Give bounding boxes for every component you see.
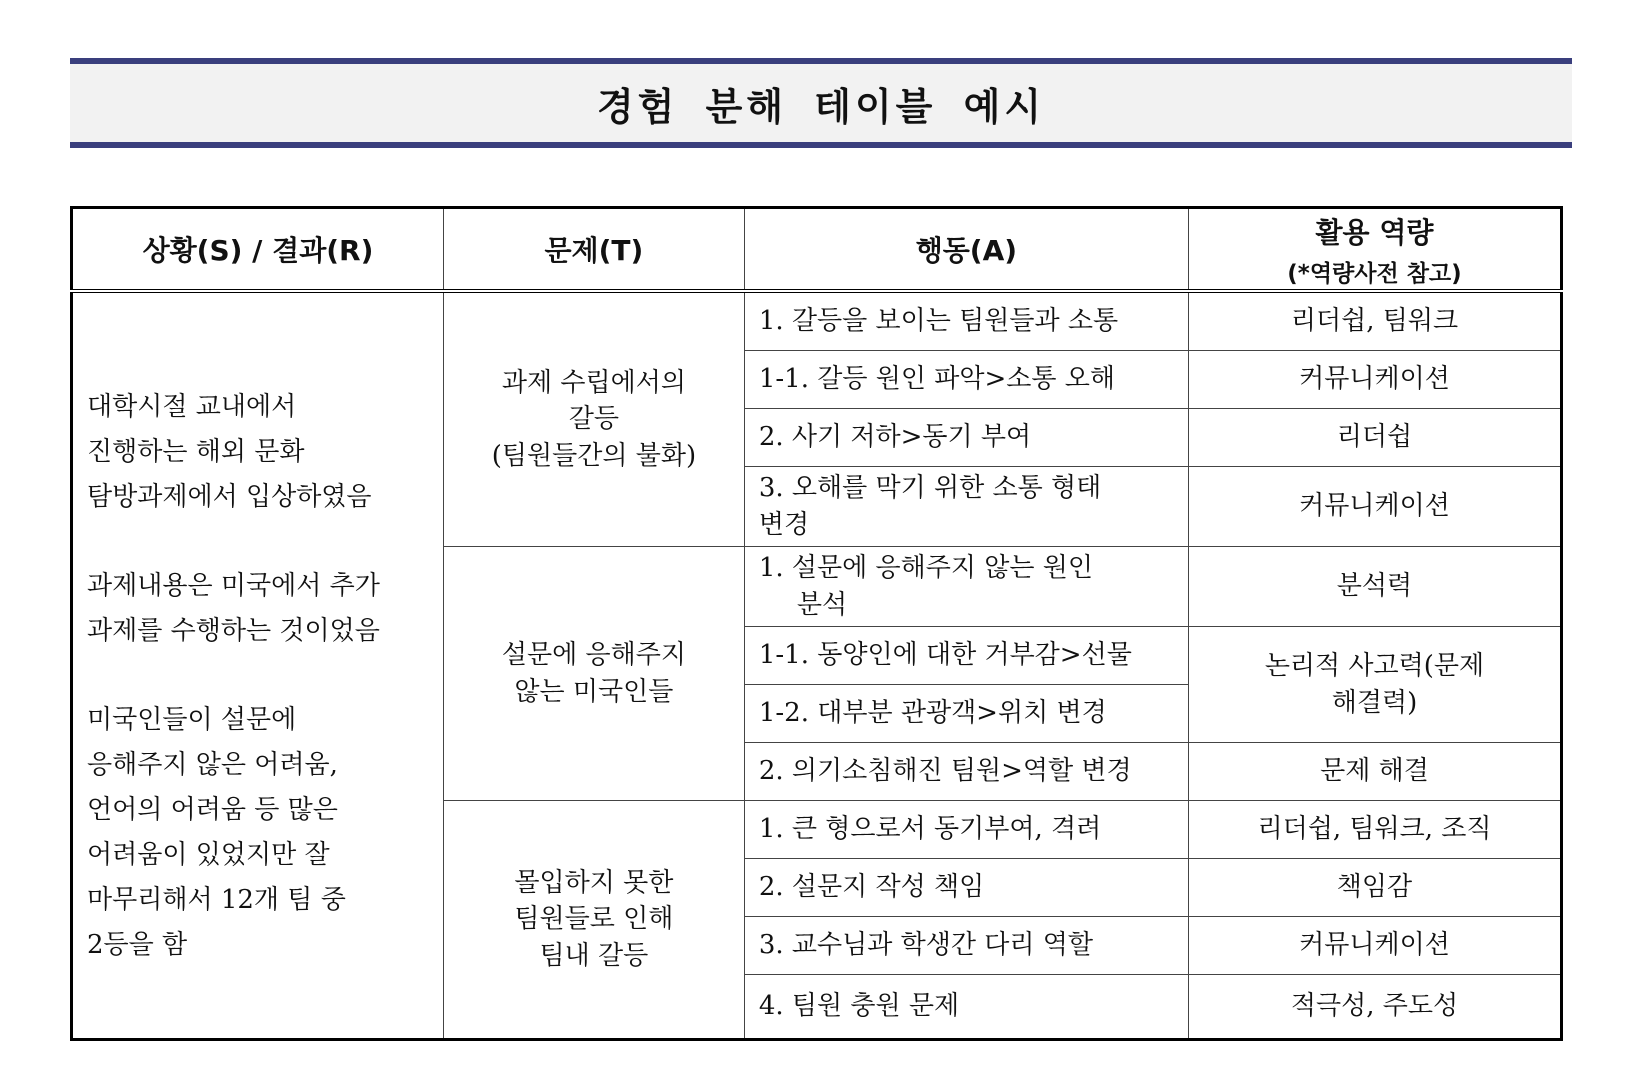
competency-line: 해결력) (1331, 687, 1418, 718)
task-cell (443, 801, 744, 1040)
competency-cell: 리더쉽, 팀워크, 조직 (1188, 801, 1561, 859)
situation-line: 과제내용은 미국에서 추가 (87, 571, 380, 601)
task-line: 몰입하지 못한 (514, 867, 674, 898)
action-cell (744, 547, 1188, 627)
competency-cell: 커뮤니케이션 (1188, 351, 1561, 409)
competency-cell: 책임감 (1188, 859, 1561, 917)
table-row (72, 291, 1562, 351)
competency-cell (1188, 627, 1561, 743)
task-line: 않는 미국인들 (514, 676, 674, 707)
task-line: 설문에 응해주지 (501, 640, 686, 671)
header-competency (1188, 208, 1561, 292)
situation-paragraph (87, 564, 429, 654)
title-band (70, 58, 1572, 148)
situation-line: 진행하는 해외 문화 (87, 437, 305, 467)
competency-cell: 문제 해결 (1188, 743, 1561, 801)
experience-table (70, 206, 1563, 1041)
action-cell: 2. 의기소침해진 팀원>역할 변경 (744, 743, 1188, 801)
action-cell: 2. 사기 저하>동기 부여 (744, 409, 1188, 467)
competency-cell: 리더쉽, 팀워크 (1188, 291, 1561, 351)
situation-line: 탐방과제에서 입상하였음 (87, 482, 372, 512)
header-action: 행동(A) (744, 208, 1188, 292)
task-line: (팀원들간의 불화) (491, 440, 697, 471)
action-cell: 2. 설문지 작성 책임 (744, 859, 1188, 917)
header-situation: 상황(S) / 결과(R) (72, 208, 444, 292)
action-cell: 1. 큰 형으로서 동기부여, 격려 (744, 801, 1188, 859)
competency-cell: 적극성, 주도성 (1188, 975, 1561, 1040)
page-title: 경험 분해 테이블 예시 (596, 84, 1046, 129)
task-line: 팀원들로 인해 (514, 904, 674, 935)
header-row (72, 208, 1562, 292)
action-cell: 4. 팀원 충원 문제 (744, 975, 1188, 1040)
situation-line: 2등을 함 (87, 930, 188, 960)
competency-cell: 리더쉽 (1188, 409, 1561, 467)
task-line: 팀내 갈등 (539, 940, 649, 971)
situation-result-cell (72, 291, 444, 1040)
situation-line: 과제를 수행하는 것이었음 (87, 616, 380, 646)
action-line: 1. 설문에 응해주지 않는 원인 (758, 553, 1093, 584)
situation-line: 어려움이 있었지만 잘 (87, 840, 330, 870)
action-cell: 1-1. 동양인에 대한 거부감>선물 (744, 627, 1188, 685)
action-line: 분석 (796, 589, 848, 620)
action-cell (744, 467, 1188, 547)
header-competency-title: 활용 역량 (1315, 215, 1434, 249)
header-task: 문제(T) (443, 208, 744, 292)
competency-line: 논리적 사고력(문제 (1264, 651, 1485, 682)
situation-line: 응해주지 않은 어려움, (87, 750, 338, 780)
action-cell: 1-1. 갈등 원인 파악>소통 오해 (744, 351, 1188, 409)
action-cell: 1-2. 대부분 관광객>위치 변경 (744, 685, 1188, 743)
competency-cell: 커뮤니케이션 (1188, 467, 1561, 547)
action-cell: 3. 교수님과 학생간 다리 역할 (744, 917, 1188, 975)
situation-paragraph (87, 385, 429, 520)
action-cell: 1. 갈등을 보이는 팀원들과 소통 (744, 291, 1188, 351)
situation-line: 미국인들이 설문에 (87, 705, 297, 735)
situation-paragraph (87, 698, 429, 968)
task-cell (443, 547, 744, 801)
action-line: 변경 (758, 509, 810, 540)
situation-line: 마무리해서 12개 팀 중 (87, 885, 346, 915)
task-line: 갈등 (568, 404, 620, 435)
situation-line: 언어의 어려움 등 많은 (87, 795, 338, 825)
action-line: 3. 오해를 막기 위한 소통 형태 (758, 473, 1102, 504)
header-competency-note: (*역량사전 참고) (1287, 260, 1462, 287)
situation-line: 대학시절 교내에서 (87, 392, 297, 422)
task-line: 과제 수립에서의 (501, 367, 686, 398)
competency-cell: 분석력 (1188, 547, 1561, 627)
task-cell (443, 291, 744, 547)
competency-cell: 커뮤니케이션 (1188, 917, 1561, 975)
